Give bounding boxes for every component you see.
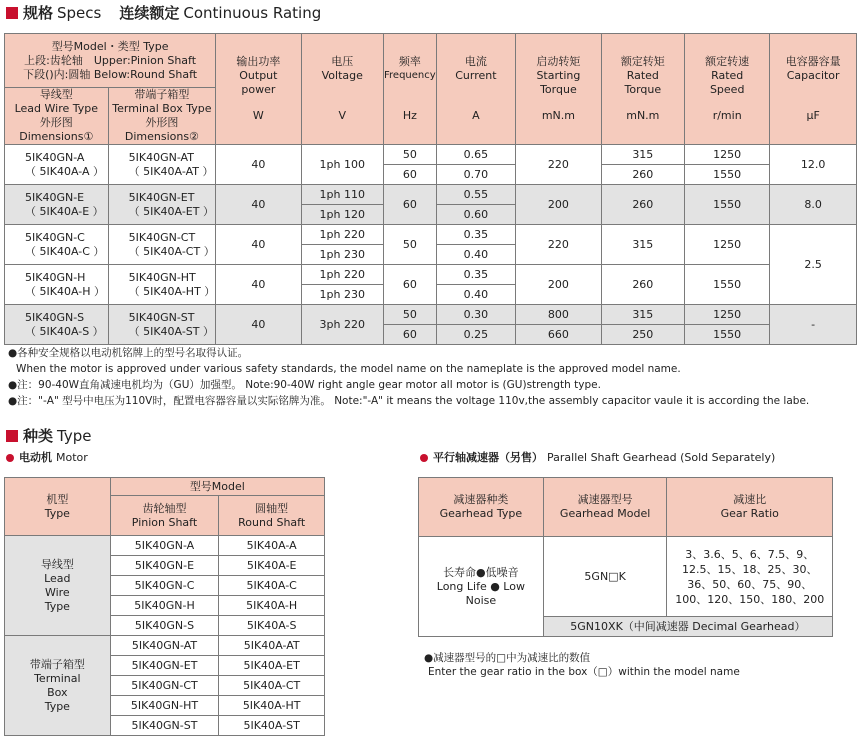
round-model-cell: 5IK40A-HT [219, 696, 325, 716]
gearhead-type-cell: 长寿命●低噪音 Long Life ● Low Noise [419, 537, 544, 637]
round-shaft-header: 圆轴型 Round Shaft [219, 496, 325, 536]
type-title-en: Type [57, 427, 92, 445]
round-model-cell: 5IK40A-C [219, 576, 325, 596]
lead-model-cell: 5IK40GN-S （ 5IK40A-S ） [5, 305, 109, 345]
output-cell: 40 [216, 305, 301, 345]
pinion-model-cell: 5IK40GN-HT [110, 696, 219, 716]
gear-note-en: Enter the gear ratio in the box（□）within the model name [428, 666, 740, 678]
pinion-model-cell: 5IK40GN-S [110, 616, 219, 636]
capacitor-header: 电容器容量 Capacitor μF [770, 34, 857, 145]
type-title-cn: 种类 [23, 427, 54, 445]
lead-model-cell: 5IK40GN-E （ 5IK40A-E ） [5, 185, 109, 225]
capacitor-cell: - [770, 305, 857, 345]
gearhead-model-cell: 5GN□K [543, 537, 667, 617]
terminal-box-header: 带端子箱型 Terminal Box Type 外形图Dimensions② [108, 88, 216, 145]
gearhead-table [418, 477, 833, 637]
round-model-cell: 5IK40A-AT [219, 636, 325, 656]
freq-cell: 60 [384, 265, 437, 305]
speed-cell: 1550 [685, 325, 770, 345]
pinion-shaft-header: 齿轮轴型 Pinion Shaft [110, 496, 219, 536]
freq-cell: 60 [384, 165, 437, 185]
current-cell: 0.70 [436, 165, 516, 185]
table-row [5, 225, 857, 245]
lead-wire-type-cell: 导线型 Lead Wire Type [5, 536, 111, 636]
capacitor-cell: 2.5 [770, 225, 857, 305]
pinion-model-cell: 5IK40GN-C [110, 576, 219, 596]
pinion-model-cell: 5IK40GN-H [110, 596, 219, 616]
terminal-model-cell: 5IK40GN-CT （ 5IK40A-CT ） [108, 225, 216, 265]
type-section-title [6, 427, 91, 445]
specs-table [4, 33, 857, 345]
capacitor-cell: 12.0 [770, 145, 857, 185]
capacitor-cell: 8.0 [770, 185, 857, 225]
specs-section-title [6, 4, 321, 22]
rated-torque-header: 额定转矩 Rated Torque mN.m [601, 34, 684, 145]
motor-type-table [4, 477, 325, 736]
voltage-cell: 1ph 110 [301, 185, 383, 205]
round-model-cell: 5IK40A-H [219, 596, 325, 616]
pinion-model-cell: 5IK40GN-CT [110, 676, 219, 696]
current-cell: 0.35 [436, 265, 516, 285]
speed-cell: 1250 [685, 305, 770, 325]
current-cell: 0.55 [436, 185, 516, 205]
output-header: 输出功率 Output power W [216, 34, 301, 145]
gear-ratio-header: 减速比 Gear Ratio [667, 478, 833, 537]
speed-cell: 1250 [685, 225, 770, 265]
table-row [5, 185, 857, 205]
round-model-cell: 5IK40A-CT [219, 676, 325, 696]
voltage-cell: 3ph 220 [301, 305, 383, 345]
pinion-model-cell: 5IK40GN-ET [110, 656, 219, 676]
voltage-cell: 1ph 120 [301, 205, 383, 225]
lead-model-cell: 5IK40GN-C （ 5IK40A-C ） [5, 225, 109, 265]
speed-cell: 1550 [685, 165, 770, 185]
gearhead-subtitle: 平行轴减速器（另售） Parallel Shaft Gearhead (Sold Separately) [420, 451, 775, 465]
current-cell: 0.35 [436, 225, 516, 245]
terminal-model-cell: 5IK40GN-AT （ 5IK40A-AT ） [108, 145, 216, 185]
freq-cell: 50 [384, 225, 437, 265]
voltage-cell: 1ph 230 [301, 245, 383, 265]
motor-subtitle: 电动机 Motor [6, 451, 88, 465]
output-cell: 40 [216, 185, 301, 225]
terminal-box-type-cell: 带端子箱型 Terminal Box Type [5, 636, 111, 736]
model-type-header: 型号Model・类型 Type 上段:齿轮轴 Upper:Pinion Shaft 下段()内:圆轴 Below:Round Shaft [5, 34, 216, 88]
starting-torque-header: 启动转矩 Starting Torque mN.m [516, 34, 601, 145]
bullet-dot-icon [6, 454, 14, 462]
speed-cell: 1550 [685, 185, 770, 225]
note-line: ●各种安全规格以电动机铭牌上的型号名取得认证。 [8, 347, 249, 359]
lead-wire-header: 导线型 Lead Wire Type 外形图Dimensions① [5, 88, 109, 145]
rating-title-en: Continuous Rating [183, 4, 322, 22]
voltage-cell: 1ph 220 [301, 265, 383, 285]
freq-cell: 50 [384, 145, 437, 165]
start-torque-cell: 200 [516, 265, 601, 305]
note-line: When the motor is approved under various safety standards, the model name on the nameplate is the approved model name. [16, 363, 681, 375]
speed-cell: 1550 [685, 265, 770, 305]
rated-speed-header: 额定转速 Rated Speed r/min [685, 34, 770, 145]
start-torque-cell: 800 [516, 305, 601, 325]
rated-torque-cell: 260 [601, 165, 684, 185]
current-cell: 0.65 [436, 145, 516, 165]
rated-torque-cell: 315 [601, 305, 684, 325]
terminal-model-cell: 5IK40GN-ET （ 5IK40A-ET ） [108, 185, 216, 225]
current-cell: 0.60 [436, 205, 516, 225]
current-cell: 0.25 [436, 325, 516, 345]
output-cell: 40 [216, 225, 301, 265]
speed-cell: 1250 [685, 145, 770, 165]
lead-model-cell: 5IK40GN-A （ 5IK40A-A ） [5, 145, 109, 185]
round-model-cell: 5IK40A-ST [219, 716, 325, 736]
note-line: ●注："-A" 型号中电压为110V时，配置电容器容量以实际铭牌为准。 Note:"-A" it means the voltage 110v,the assembly capacitor vaule it is according the labe. [8, 395, 810, 407]
output-cell: 40 [216, 145, 301, 185]
freq-cell: 50 [384, 305, 437, 325]
current-cell: 0.40 [436, 245, 516, 265]
voltage-cell: 1ph 220 [301, 225, 383, 245]
table-row [419, 537, 833, 617]
lead-model-cell: 5IK40GN-H （ 5IK40A-H ） [5, 265, 109, 305]
section-marker-icon [6, 7, 18, 19]
rated-torque-cell: 250 [601, 325, 684, 345]
table-row [5, 145, 857, 165]
freq-cell: 60 [384, 185, 437, 225]
model-header: 型号Model [110, 478, 324, 496]
pinion-model-cell: 5IK40GN-ST [110, 716, 219, 736]
round-model-cell: 5IK40A-E [219, 556, 325, 576]
frequency-header: 频率 Frequency Hz [384, 34, 437, 145]
gear-ratio-cell: 3、3.6、5、6、7.5、9、 12.5、15、18、25、30、 36、50、60、75、90、 100、120、150、180、200 [667, 537, 833, 617]
rated-torque-cell: 315 [601, 225, 684, 265]
table-row [5, 536, 325, 556]
pinion-model-cell: 5IK40GN-E [110, 556, 219, 576]
rated-torque-cell: 315 [601, 145, 684, 165]
type-header: 机型 Type [5, 478, 111, 536]
start-torque-cell: 220 [516, 225, 601, 265]
start-torque-cell: 660 [516, 325, 601, 345]
terminal-model-cell: 5IK40GN-ST （ 5IK40A-ST ） [108, 305, 216, 345]
round-model-cell: 5IK40A-S [219, 616, 325, 636]
table-row [5, 636, 325, 656]
section-marker-icon [6, 430, 18, 442]
voltage-header: 电压 Voltage V [301, 34, 383, 145]
round-model-cell: 5IK40A-A [219, 536, 325, 556]
pinion-model-cell: 5IK40GN-AT [110, 636, 219, 656]
rated-torque-cell: 260 [601, 185, 684, 225]
terminal-model-cell: 5IK40GN-HT （ 5IK40A-HT ） [108, 265, 216, 305]
note-line: ●注：90-40W直角减速电机均为（GU）加强型。 Note:90-40W right angle gear motor all motor is (GU)strength type. [8, 379, 601, 391]
rated-torque-cell: 260 [601, 265, 684, 305]
output-cell: 40 [216, 265, 301, 305]
start-torque-cell: 200 [516, 185, 601, 225]
freq-cell: 60 [384, 325, 437, 345]
current-cell: 0.30 [436, 305, 516, 325]
start-torque-cell: 220 [516, 145, 601, 185]
rating-title-cn: 连续额定 [119, 4, 180, 22]
current-header: 电流 Current A [436, 34, 516, 145]
bullet-dot-icon [420, 454, 428, 462]
voltage-cell: 1ph 100 [301, 145, 383, 185]
round-model-cell: 5IK40A-ET [219, 656, 325, 676]
table-row [5, 265, 857, 285]
gearhead-model-header: 减速器型号 Gearhead Model [543, 478, 667, 537]
voltage-cell: 1ph 230 [301, 285, 383, 305]
table-row [5, 305, 857, 325]
gearhead-type-header: 减速器种类 Gearhead Type [419, 478, 544, 537]
pinion-model-cell: 5IK40GN-A [110, 536, 219, 556]
decimal-gearhead-cell: 5GN10XK（中间减速器 Decimal Gearhead） [543, 617, 832, 637]
gear-note-cn: ●减速器型号的□中为减速比的数值 [424, 652, 591, 664]
specs-title-en: Specs [57, 4, 102, 22]
current-cell: 0.40 [436, 285, 516, 305]
specs-title-cn: 规格 [23, 4, 54, 22]
